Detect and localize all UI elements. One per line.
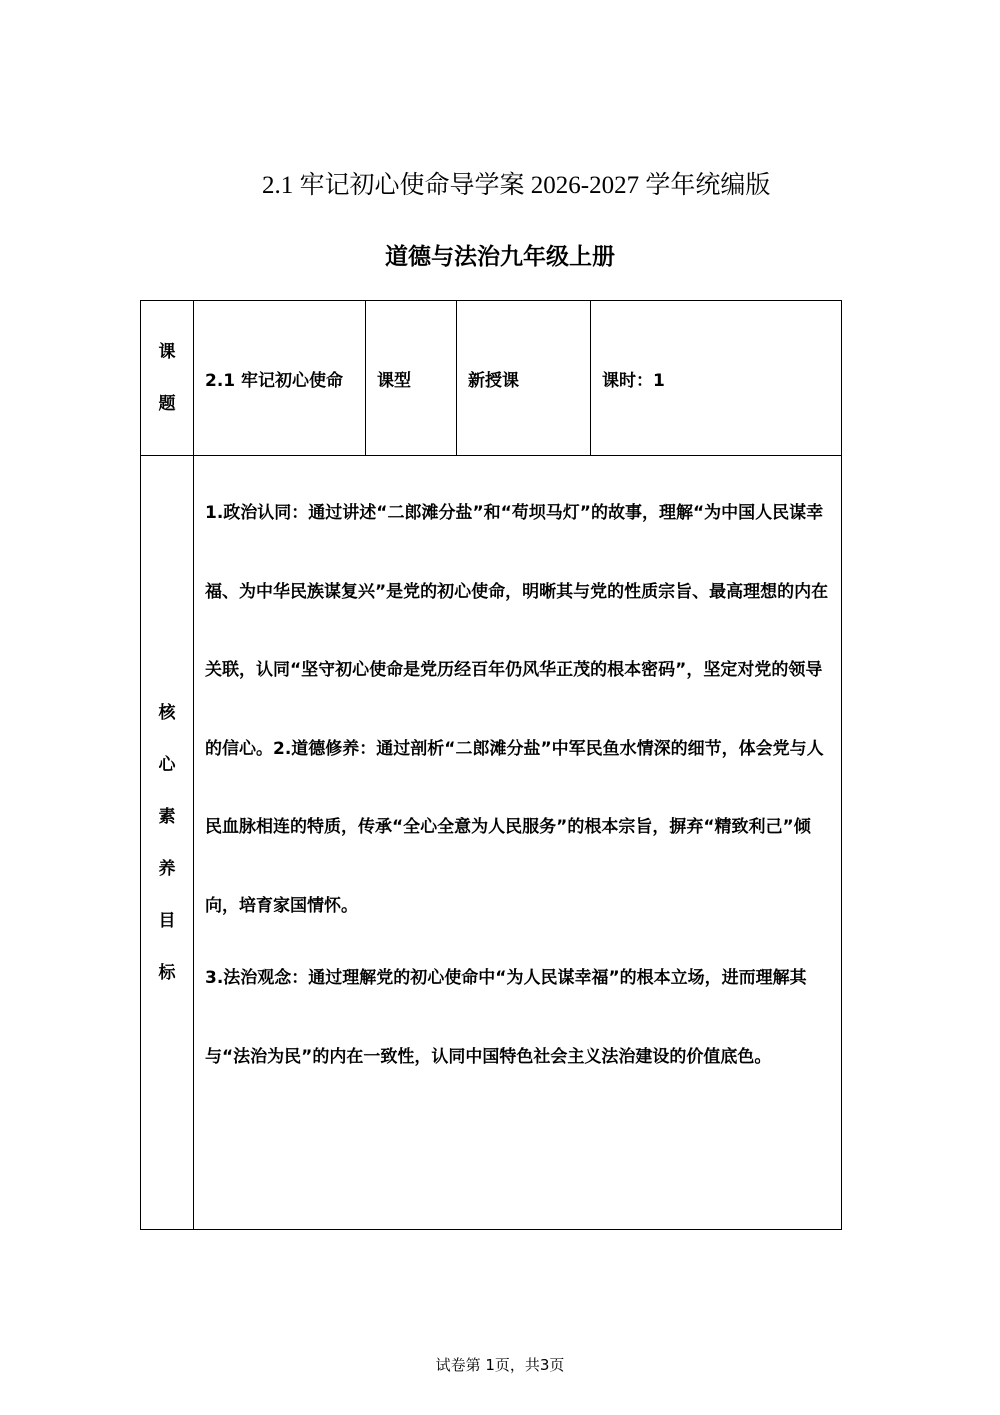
label-char: 标 xyxy=(158,962,176,983)
lesson-info-row xyxy=(141,301,842,456)
document-title-line2: 道德与法治九年级上册 xyxy=(385,244,615,270)
label-char: 素 xyxy=(158,806,176,827)
lesson-plan-table xyxy=(140,300,841,1229)
label-char: 题 xyxy=(158,394,176,414)
objective-paragraph-1: 1.政治认同：通过讲述“二郎滩分盐”和“苟坝马灯”的故事，理解“为中国人民谋幸福、为中华民族谋复兴”是党的初心使命，明晰其与党的性质宗旨、最高理想的内在关联，认同“坚守初心使命是党历经百年仍风华正茂的根本密码”，坚定对党的领导的信心。2.道德修养：通过剖析“二郎滩分盐”中军民鱼水情深的细节，体会党与人民血脉相连的特质，传承“全心全意为人民服务”的根本宗旨，摒弃“精致利己”倾向，培育家国情怀。 xyxy=(205,503,829,916)
lesson-type-value-cell: 新授课 xyxy=(457,301,591,456)
label-char: 核 xyxy=(158,702,176,723)
label-char: 目 xyxy=(158,910,176,931)
lesson-type-label-cell: 课型 xyxy=(366,301,457,456)
label-char: 养 xyxy=(158,858,176,879)
core-objectives-row xyxy=(141,456,842,1230)
lesson-title-cell: 2.1 牢记初心使命 xyxy=(194,301,366,456)
label-char: 心 xyxy=(158,754,176,775)
label-char: 课 xyxy=(158,342,176,362)
page-footer: 试卷第 1页，共3页 xyxy=(435,1356,565,1374)
objective-paragraph-2: 3.法治观念：通过理解党的初心使命中“为人民谋幸福”的根本立场，进而理解其与“法治为民”的内在一致性，认同中国特色社会主义法治建设的价值底色。 xyxy=(205,968,807,1067)
lesson-hours-cell: 课时：1 xyxy=(591,301,842,456)
lesson-topic-label-cell xyxy=(141,301,194,456)
core-objectives-content-cell xyxy=(194,456,842,1230)
document-title-line1: 2.1 牢记初心使命导学案 2026-2027 学年统编版 xyxy=(262,172,771,199)
core-objectives-label-cell xyxy=(141,456,194,1230)
